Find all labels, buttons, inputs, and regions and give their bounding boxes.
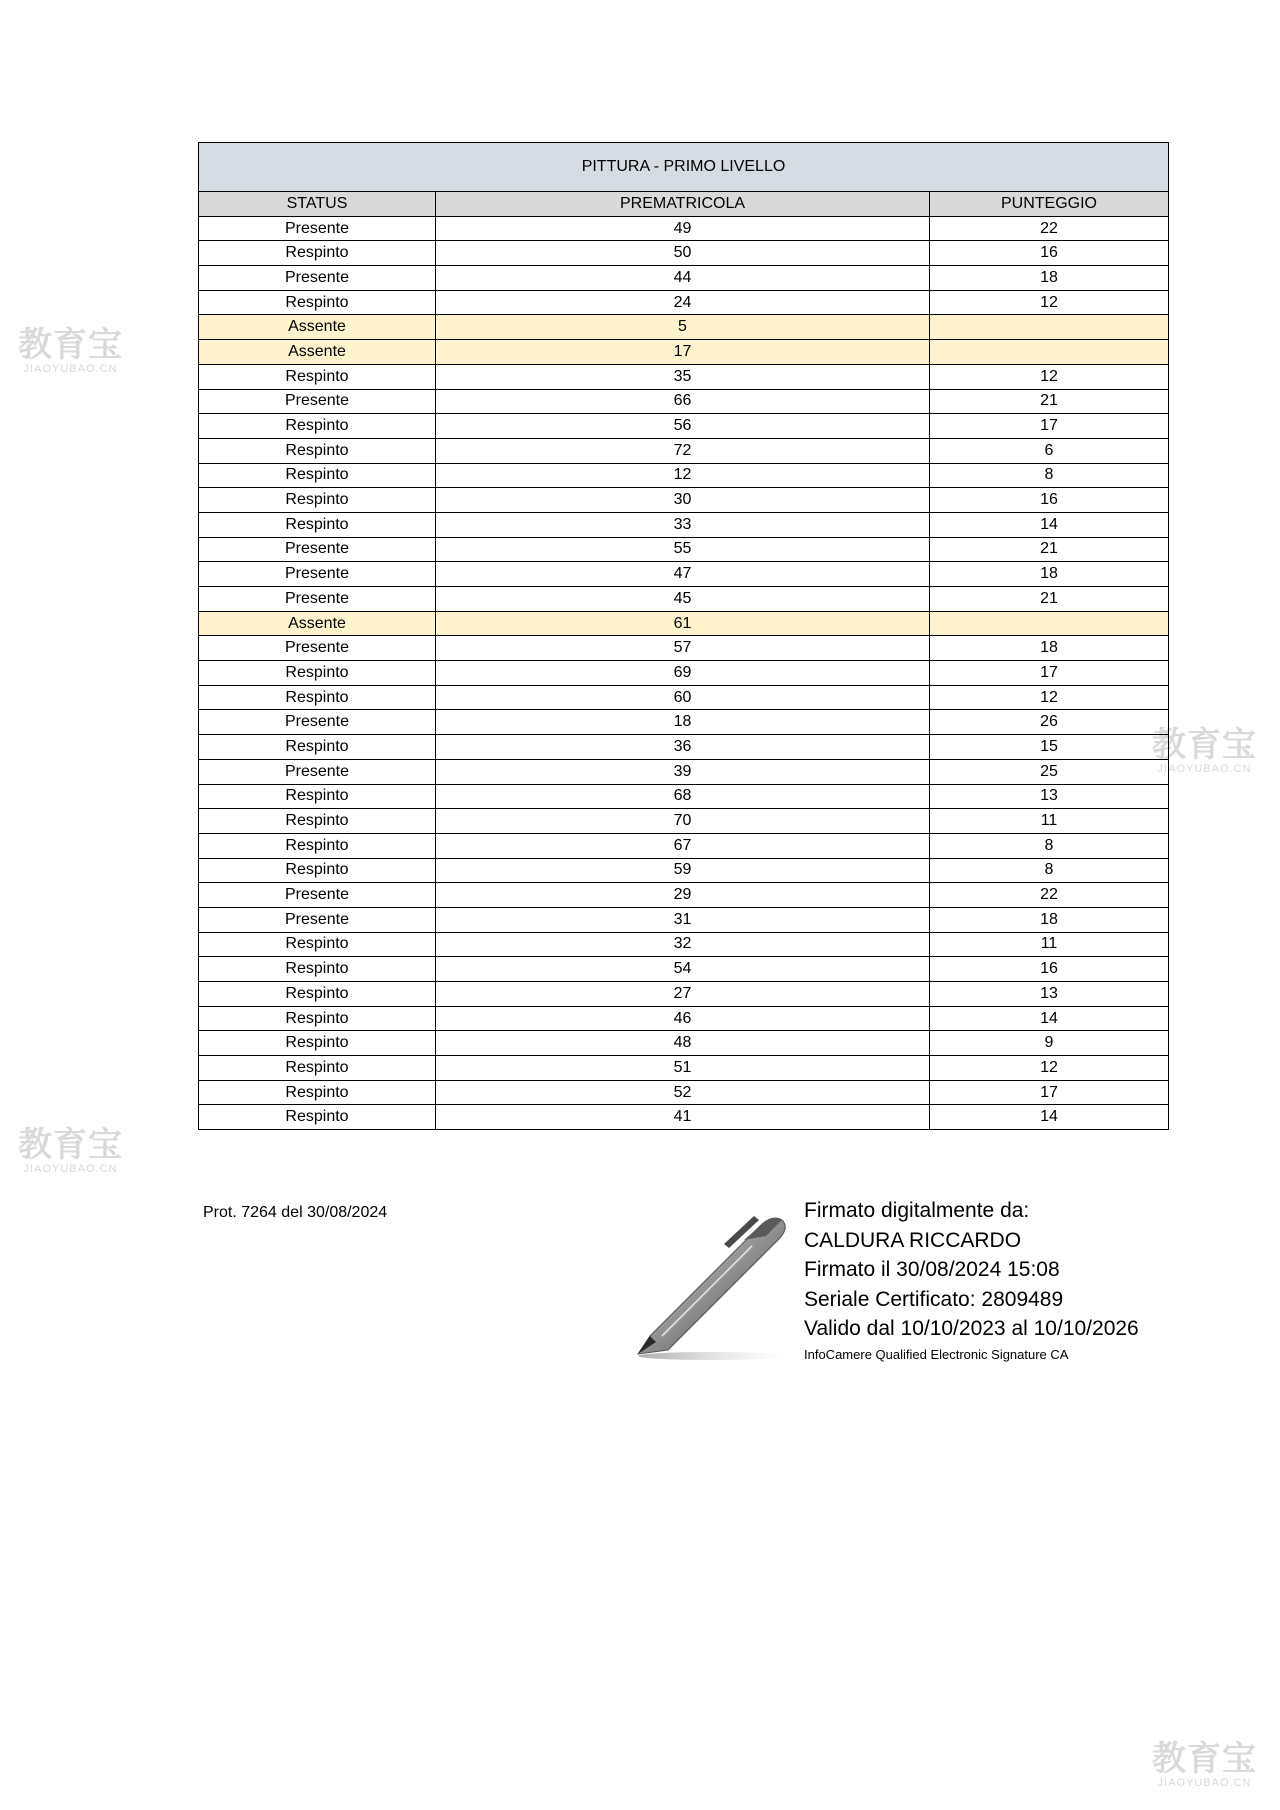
status-cell: Respinto <box>199 809 436 834</box>
table-row <box>199 833 1169 858</box>
punteggio-cell: 15 <box>930 735 1169 760</box>
punteggio-cell: 9 <box>930 1031 1169 1056</box>
status-cell: Respinto <box>199 290 436 315</box>
watermark-url: JIAOYUBAO.CN <box>1157 1777 1252 1789</box>
prematricola-cell: 32 <box>436 932 930 957</box>
prematricola-cell: 18 <box>436 710 930 735</box>
prematricola-cell: 55 <box>436 537 930 562</box>
column-header-status: STATUS <box>199 192 436 217</box>
prematricola-cell: 68 <box>436 784 930 809</box>
punteggio-cell: 13 <box>930 982 1169 1007</box>
prematricola-cell: 69 <box>436 661 930 686</box>
prematricola-cell: 49 <box>436 216 930 241</box>
punteggio-cell: 14 <box>930 1006 1169 1031</box>
punteggio-cell: 22 <box>930 216 1169 241</box>
table-row <box>199 1080 1169 1105</box>
status-cell: Respinto <box>199 463 436 488</box>
punteggio-cell: 26 <box>930 710 1169 735</box>
table-row <box>199 735 1169 760</box>
status-cell: Presente <box>199 266 436 291</box>
table-row <box>199 266 1169 291</box>
status-cell: Presente <box>199 710 436 735</box>
punteggio-cell: 25 <box>930 759 1169 784</box>
prematricola-cell: 57 <box>436 636 930 661</box>
prematricola-cell: 31 <box>436 907 930 932</box>
certificate-serial: Seriale Certificato: 2809489 <box>804 1287 1064 1311</box>
status-cell: Respinto <box>199 957 436 982</box>
status-cell: Respinto <box>199 241 436 266</box>
status-cell: Respinto <box>199 512 436 537</box>
table-row <box>199 611 1169 636</box>
prematricola-cell: 67 <box>436 833 930 858</box>
punteggio-cell: 11 <box>930 809 1169 834</box>
table-row <box>199 710 1169 735</box>
punteggio-cell: 21 <box>930 587 1169 612</box>
table-row <box>199 241 1169 266</box>
punteggio-cell: 16 <box>930 957 1169 982</box>
status-cell: Presente <box>199 216 436 241</box>
punteggio-cell <box>930 315 1169 340</box>
prematricola-cell: 56 <box>436 414 930 439</box>
watermark-url: JIAOYUBAO.CN <box>23 363 118 375</box>
prematricola-cell: 44 <box>436 266 930 291</box>
prematricola-cell: 12 <box>436 463 930 488</box>
table-row <box>199 1056 1169 1081</box>
status-cell: Respinto <box>199 932 436 957</box>
pen-icon <box>632 1196 802 1366</box>
status-cell: Respinto <box>199 661 436 686</box>
table-row <box>199 858 1169 883</box>
table-row <box>199 1006 1169 1031</box>
prematricola-cell: 61 <box>436 611 930 636</box>
prematricola-cell: 54 <box>436 957 930 982</box>
punteggio-cell: 18 <box>930 636 1169 661</box>
prematricola-cell: 45 <box>436 587 930 612</box>
table-row <box>199 636 1169 661</box>
status-cell: Presente <box>199 636 436 661</box>
punteggio-cell: 8 <box>930 833 1169 858</box>
table-row <box>199 957 1169 982</box>
status-cell: Respinto <box>199 414 436 439</box>
prematricola-cell: 29 <box>436 883 930 908</box>
punteggio-cell: 18 <box>930 266 1169 291</box>
status-cell: Respinto <box>199 1105 436 1130</box>
prematricola-cell: 41 <box>436 1105 930 1130</box>
table-header-row <box>199 192 1169 217</box>
column-header-punteggio: PUNTEGGIO <box>930 192 1169 217</box>
punteggio-cell <box>930 611 1169 636</box>
table-title: PITTURA - PRIMO LIVELLO <box>199 143 1169 192</box>
punteggio-cell: 14 <box>930 512 1169 537</box>
table-row <box>199 562 1169 587</box>
table-row <box>199 340 1169 365</box>
status-cell: Presente <box>199 389 436 414</box>
table-row <box>199 389 1169 414</box>
prematricola-cell: 24 <box>436 290 930 315</box>
punteggio-cell: 16 <box>930 241 1169 266</box>
prematricola-cell: 17 <box>436 340 930 365</box>
watermark-logo-text: 教育宝 <box>1152 1739 1257 1779</box>
prematricola-cell: 47 <box>436 562 930 587</box>
prematricola-cell: 60 <box>436 685 930 710</box>
watermark <box>18 325 123 375</box>
table-body <box>199 216 1169 1129</box>
certificate-validity: Valido dal 10/10/2023 al 10/10/2026 <box>804 1317 1139 1340</box>
punteggio-cell: 8 <box>930 858 1169 883</box>
certificate-authority: InfoCamere Qualified Electronic Signature CA <box>804 1346 1069 1362</box>
status-cell: Respinto <box>199 858 436 883</box>
status-cell: Respinto <box>199 1080 436 1105</box>
watermark-logo-text: 教育宝 <box>18 1125 123 1165</box>
table-row <box>199 685 1169 710</box>
status-cell: Respinto <box>199 1006 436 1031</box>
results-table <box>198 142 1169 1130</box>
prematricola-cell: 46 <box>436 1006 930 1031</box>
punteggio-cell: 21 <box>930 537 1169 562</box>
table-row <box>199 932 1169 957</box>
table-row <box>199 1031 1169 1056</box>
status-cell: Respinto <box>199 364 436 389</box>
prematricola-cell: 70 <box>436 809 930 834</box>
table-row <box>199 463 1169 488</box>
status-cell: Respinto <box>199 438 436 463</box>
table-row <box>199 512 1169 537</box>
status-cell: Respinto <box>199 1056 436 1081</box>
table-row <box>199 982 1169 1007</box>
status-cell: Presente <box>199 759 436 784</box>
table-row <box>199 587 1169 612</box>
punteggio-cell: 22 <box>930 883 1169 908</box>
punteggio-cell: 21 <box>930 389 1169 414</box>
table-row <box>199 315 1169 340</box>
table-row <box>199 661 1169 686</box>
status-cell: Presente <box>199 562 436 587</box>
table-row <box>199 759 1169 784</box>
punteggio-cell: 16 <box>930 488 1169 513</box>
prematricola-cell: 52 <box>436 1080 930 1105</box>
punteggio-cell: 18 <box>930 907 1169 932</box>
punteggio-cell: 17 <box>930 661 1169 686</box>
watermark-url: JIAOYUBAO.CN <box>1157 763 1252 775</box>
status-cell: Presente <box>199 537 436 562</box>
signature-date: Firmato il 30/08/2024 15:08 <box>804 1258 1060 1281</box>
status-cell: Assente <box>199 611 436 636</box>
status-cell: Respinto <box>199 784 436 809</box>
protocol-number: Prot. 7264 del 30/08/2024 <box>203 1204 388 1221</box>
prematricola-cell: 5 <box>436 315 930 340</box>
prematricola-cell: 59 <box>436 858 930 883</box>
punteggio-cell: 18 <box>930 562 1169 587</box>
table-row <box>199 1105 1169 1130</box>
punteggio-cell: 11 <box>930 932 1169 957</box>
status-cell: Respinto <box>199 982 436 1007</box>
table-row <box>199 290 1169 315</box>
table-row <box>199 364 1169 389</box>
status-cell: Assente <box>199 340 436 365</box>
prematricola-cell: 51 <box>436 1056 930 1081</box>
prematricola-cell: 33 <box>436 512 930 537</box>
table-row <box>199 488 1169 513</box>
status-cell: Presente <box>199 907 436 932</box>
table-row <box>199 809 1169 834</box>
watermark-url: JIAOYUBAO.CN <box>23 1163 118 1175</box>
table-row <box>199 907 1169 932</box>
punteggio-cell: 12 <box>930 364 1169 389</box>
table-row <box>199 438 1169 463</box>
signature-heading: Firmato digitalmente da: <box>804 1199 1030 1222</box>
prematricola-cell: 30 <box>436 488 930 513</box>
punteggio-cell: 12 <box>930 1056 1169 1081</box>
punteggio-cell: 17 <box>930 1080 1169 1105</box>
watermark-logo-text: 教育宝 <box>18 325 123 365</box>
watermark-logo-text: 教育宝 <box>1152 725 1257 765</box>
watermark <box>1152 1739 1257 1789</box>
table-row <box>199 216 1169 241</box>
prematricola-cell: 35 <box>436 364 930 389</box>
table-row <box>199 414 1169 439</box>
punteggio-cell: 12 <box>930 290 1169 315</box>
watermark <box>18 1125 123 1175</box>
punteggio-cell: 12 <box>930 685 1169 710</box>
prematricola-cell: 66 <box>436 389 930 414</box>
status-cell: Respinto <box>199 685 436 710</box>
punteggio-cell <box>930 340 1169 365</box>
punteggio-cell: 6 <box>930 438 1169 463</box>
punteggio-cell: 17 <box>930 414 1169 439</box>
status-cell: Assente <box>199 315 436 340</box>
prematricola-cell: 27 <box>436 982 930 1007</box>
status-cell: Respinto <box>199 1031 436 1056</box>
signature-details <box>804 1196 1139 1366</box>
status-cell: Respinto <box>199 735 436 760</box>
digital-signature <box>632 1196 1192 1366</box>
prematricola-cell: 39 <box>436 759 930 784</box>
prematricola-cell: 50 <box>436 241 930 266</box>
table-row <box>199 784 1169 809</box>
status-cell: Presente <box>199 883 436 908</box>
punteggio-cell: 14 <box>930 1105 1169 1130</box>
prematricola-cell: 36 <box>436 735 930 760</box>
status-cell: Presente <box>199 587 436 612</box>
prematricola-cell: 72 <box>436 438 930 463</box>
column-header-prematricola: PREMATRICOLA <box>436 192 930 217</box>
signer-name: CALDURA RICCARDO <box>804 1228 1022 1252</box>
punteggio-cell: 13 <box>930 784 1169 809</box>
status-cell: Respinto <box>199 833 436 858</box>
table-row <box>199 883 1169 908</box>
prematricola-cell: 48 <box>436 1031 930 1056</box>
status-cell: Respinto <box>199 488 436 513</box>
punteggio-cell: 8 <box>930 463 1169 488</box>
table-row <box>199 537 1169 562</box>
